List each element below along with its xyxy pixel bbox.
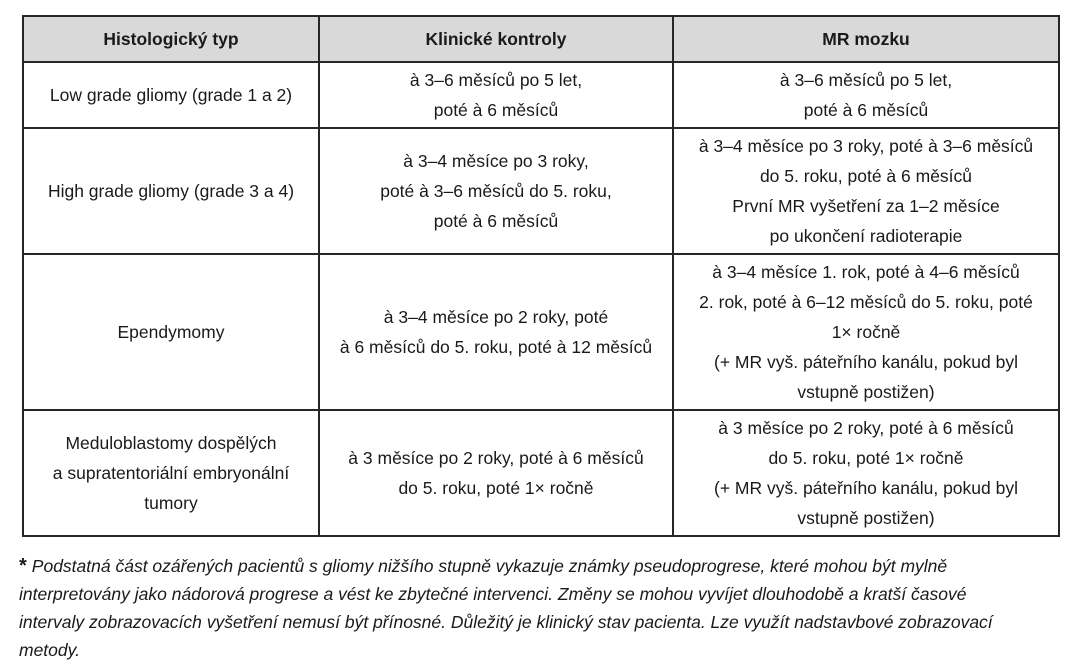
column-header-mr-brain: MR mozku [673,16,1059,62]
follow-up-schedule-table [22,15,1060,537]
cell-histology: Low grade gliomy (grade 1 a 2) [23,62,319,128]
cell-histology: High grade gliomy (grade 3 a 4) [23,128,319,254]
footnote-asterisk: * [19,555,27,577]
column-header-clinical-checks: Klinické kontroly [319,16,673,62]
table-row-low-grade-gliomy [23,62,1059,128]
cell-clinical-checks: à 3 měsíce po 2 roky, poté à 6 měsíců do 5. roku, poté 1× ročně [319,410,673,536]
column-header-histology: Histologický typ [23,16,319,62]
cell-clinical-checks: à 3–6 měsíců po 5 let, poté à 6 měsíců [319,62,673,128]
cell-histology: Ependymomy [23,254,319,410]
table-row-high-grade-gliomy [23,128,1059,254]
table-header-row [23,16,1059,62]
cell-clinical-checks: à 3–4 měsíce po 2 roky, poté à 6 měsíců do 5. roku, poté à 12 měsíců [319,254,673,410]
table-row-ependymomy [23,254,1059,410]
cell-mr-brain: à 3 měsíce po 2 roky, poté à 6 měsíců do 5. roku, poté 1× ročně (+ MR vyš. páteřního kanálu, pokud byl vstupně postižen) [673,410,1059,536]
table-row-meduloblastomy [23,410,1059,536]
cell-clinical-checks: à 3–4 měsíce po 3 roky, poté à 3–6 měsíců do 5. roku, poté à 6 měsíců [319,128,673,254]
footnote [19,552,1065,664]
cell-histology: Meduloblastomy dospělých a supratentoriální embryonální tumory [23,410,319,536]
cell-mr-brain: à 3–4 měsíce 1. rok, poté à 4–6 měsíců 2. rok, poté à 6–12 měsíců do 5. roku, poté 1× ročně (+ MR vyš. páteřního kanálu, pokud byl vstupně postižen) [673,254,1059,410]
cell-mr-brain: à 3–6 měsíců po 5 let, poté à 6 měsíců [673,62,1059,128]
footnote-text: Podstatná část ozářených pacientů s gliomy nižšího stupně vykazuje známky pseudoprogrese, které mohou být mylně interpretovány jako nádorová progrese a vést ke zbytečné intervenci. Změny se mohou vyvíjet dlouhodobě a kratší časové intervaly zobrazovacích vyšetření nemusí být přínosné. Důležitý je klinický stav pacienta. Lze využít nadstavbové zobrazovací metody. [19,556,993,660]
cell-mr-brain: à 3–4 měsíce po 3 roky, poté à 3–6 měsíců do 5. roku, poté à 6 měsíců První MR vyšetření za 1–2 měsíce po ukončení radioterapie [673,128,1059,254]
